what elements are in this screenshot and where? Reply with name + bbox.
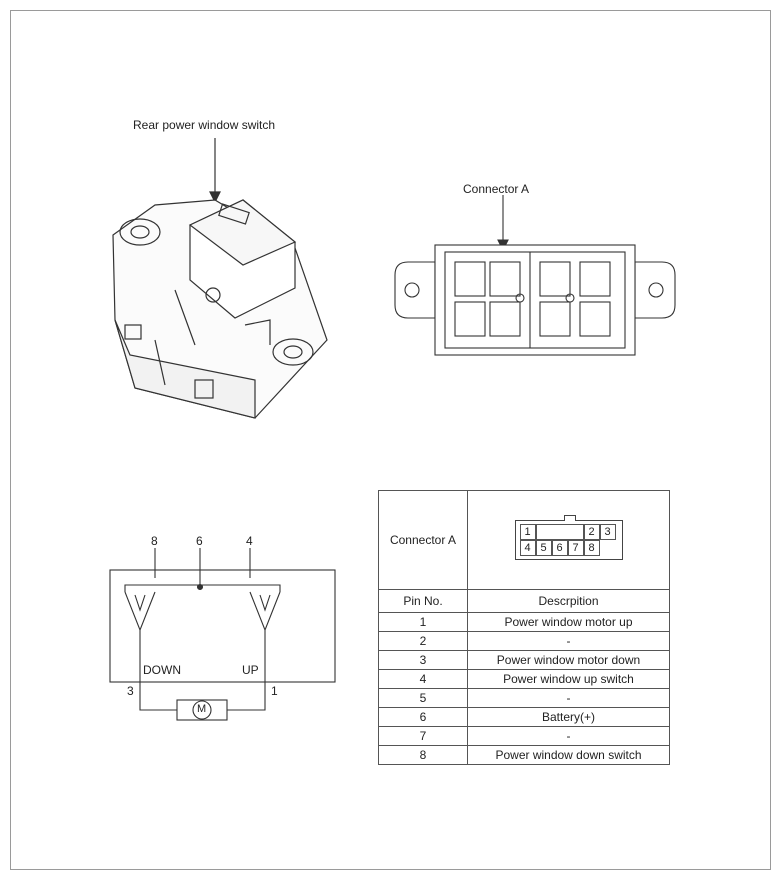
connector-pin-grid bbox=[520, 524, 616, 556]
pin-number: 5 bbox=[379, 689, 468, 708]
connector-pin-cell: 8 bbox=[584, 540, 600, 556]
pin-number: 2 bbox=[379, 632, 468, 651]
description-header: Descrpition bbox=[468, 590, 670, 613]
pin-table-header-row bbox=[379, 491, 670, 590]
table-row bbox=[379, 651, 670, 670]
pin-number: 6 bbox=[379, 708, 468, 727]
table-row bbox=[379, 632, 670, 651]
pin-description: - bbox=[468, 632, 670, 651]
schematic-up-label: UP bbox=[242, 663, 259, 677]
connector-name-cell: Connector A bbox=[379, 491, 468, 590]
connector-pin-cell: 6 bbox=[552, 540, 568, 556]
connector-pin-cell: 2 bbox=[584, 524, 600, 540]
connector-blank-cell bbox=[536, 524, 584, 540]
switch-callout-label: Rear power window switch bbox=[133, 118, 276, 132]
pin-number: 4 bbox=[379, 670, 468, 689]
connector-pin-cell: 3 bbox=[600, 524, 616, 540]
pin-number: 8 bbox=[379, 746, 468, 765]
pin-number: 1 bbox=[379, 613, 468, 632]
table-row bbox=[379, 708, 670, 727]
schematic-pin-8: 8 bbox=[151, 534, 158, 548]
table-row bbox=[379, 613, 670, 632]
pin-number: 3 bbox=[379, 651, 468, 670]
pin-description: - bbox=[468, 689, 670, 708]
schematic-down-label: DOWN bbox=[143, 663, 181, 677]
pin-no-header: Pin No. bbox=[379, 590, 468, 613]
connector-callout-label: Connector A bbox=[463, 182, 530, 196]
schematic-pin-4: 4 bbox=[246, 534, 253, 548]
schematic-pin-1: 1 bbox=[271, 684, 278, 698]
table-row bbox=[379, 689, 670, 708]
schematic-pin-6: 6 bbox=[196, 534, 203, 548]
table-row bbox=[379, 670, 670, 689]
connector-pin-cell: 7 bbox=[568, 540, 584, 556]
schematic-pin-3: 3 bbox=[127, 684, 134, 698]
switch-illustration bbox=[95, 130, 345, 440]
switch-schematic bbox=[105, 530, 345, 725]
connector-pin-cell: 5 bbox=[536, 540, 552, 556]
pin-description: Battery(+) bbox=[468, 708, 670, 727]
connector-pin-cell: 4 bbox=[520, 540, 536, 556]
table-row bbox=[379, 746, 670, 765]
pin-description: Power window down switch bbox=[468, 746, 670, 765]
pin-description: Power window motor up bbox=[468, 613, 670, 632]
table-row bbox=[379, 727, 670, 746]
connector-latch bbox=[564, 515, 576, 521]
pin-table bbox=[378, 490, 670, 765]
pin-description: Power window up switch bbox=[468, 670, 670, 689]
pin-description: - bbox=[468, 727, 670, 746]
pin-table-column-header bbox=[379, 590, 670, 613]
connector-face bbox=[515, 520, 623, 560]
motor-label: M bbox=[197, 703, 207, 715]
connector-illustration bbox=[390, 190, 680, 365]
connector-pin-cell: 1 bbox=[520, 524, 536, 540]
pin-description: Power window motor down bbox=[468, 651, 670, 670]
connector-face-cell bbox=[468, 491, 670, 590]
pin-number: 7 bbox=[379, 727, 468, 746]
